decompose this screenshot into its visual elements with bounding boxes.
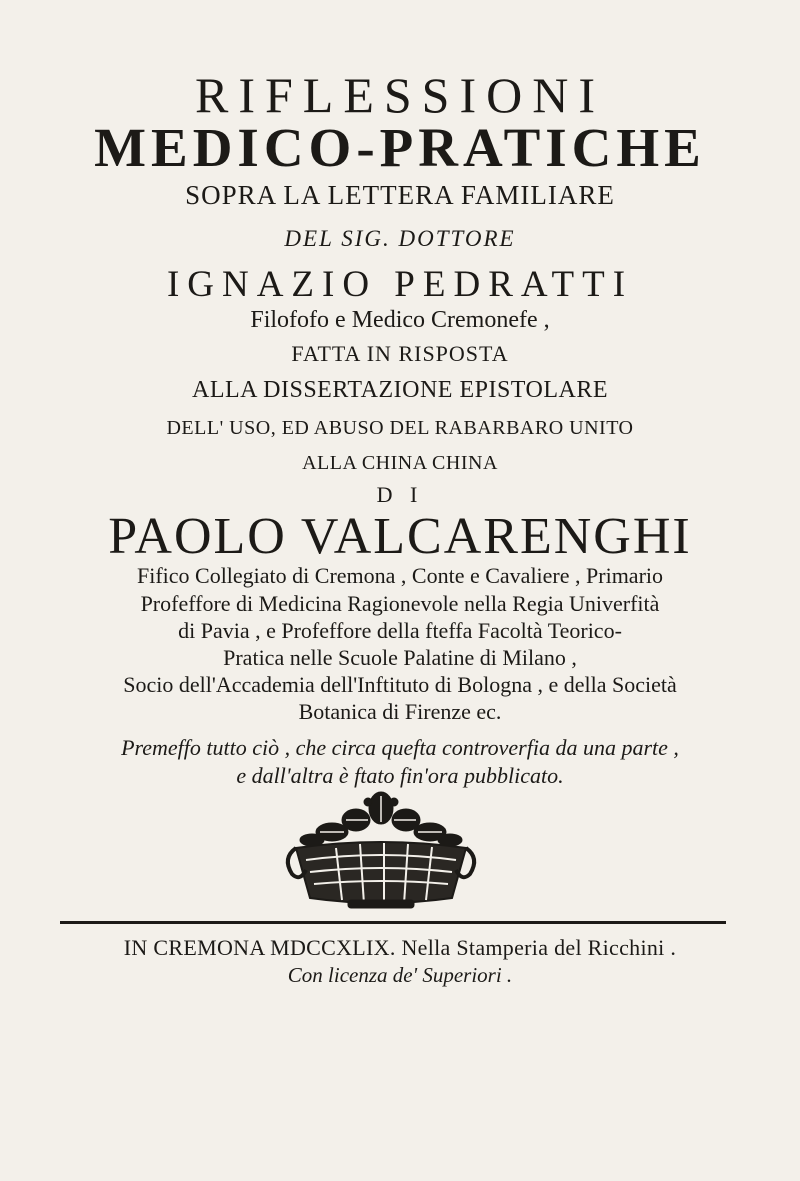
by-label: D I [376, 482, 424, 507]
addressee-description: Filofofo e Medico Cremonefe , [250, 307, 550, 333]
credential-line: Pratica nelle Scuole Palatine di Milano , [223, 645, 577, 670]
subtitle-line-2: DEL SIG. DOTTORE [284, 226, 516, 251]
credential-line: di Pavia , e Profeffore della fteffa Facoltà Teorico- [178, 618, 622, 643]
response-line-4: ALLA CHINA CHINA [302, 452, 498, 474]
imprint-line-1: IN CREMONA MDCCXLIX. Nella Stamperia del Ricchini . [123, 935, 677, 960]
addressee-name: IGNAZIO PEDRATTI [166, 264, 634, 305]
title-line-2: MEDICO-PRATICHE [94, 117, 706, 178]
response-line-2: ALLA DISSERTAZIONE EPISTOLARE [191, 377, 609, 403]
credential-line: Profeffore di Medicina Ragionevole nella Regia Univerfità [140, 591, 660, 616]
response-line-1: FATTA IN RISPOSTA [291, 341, 509, 366]
divider-rule [60, 921, 726, 925]
credential-line: Fifico Collegiato di Cremona , Conte e Cavaliere , Primario [136, 563, 664, 588]
flower-basket-woodcut-icon [276, 786, 486, 914]
response-line-3: DELL' USO, ED ABUSO DEL RABARBARO UNITO [166, 417, 634, 439]
title-line-1: RIFLESSIONI [194, 67, 606, 123]
note-line-2: e dall'altra è ftato fin'ora pubblicato. [236, 763, 564, 788]
author-name: PAOLO VALCARENGHI [108, 508, 692, 565]
note-line-1: Premeffo tutto ciò , che circa quefta controverfia da una parte , [121, 735, 679, 760]
credential-line: Botanica di Firenze ec. [298, 699, 502, 724]
subtitle-line-1: SOPRA LA LETTERA FAMILIARE [185, 180, 615, 210]
imprint-line-2: Con licenza de' Superiori . [287, 963, 513, 987]
credential-line: Socio dell'Accademia dell'Inftituto di Bologna , e della Società [123, 672, 677, 697]
